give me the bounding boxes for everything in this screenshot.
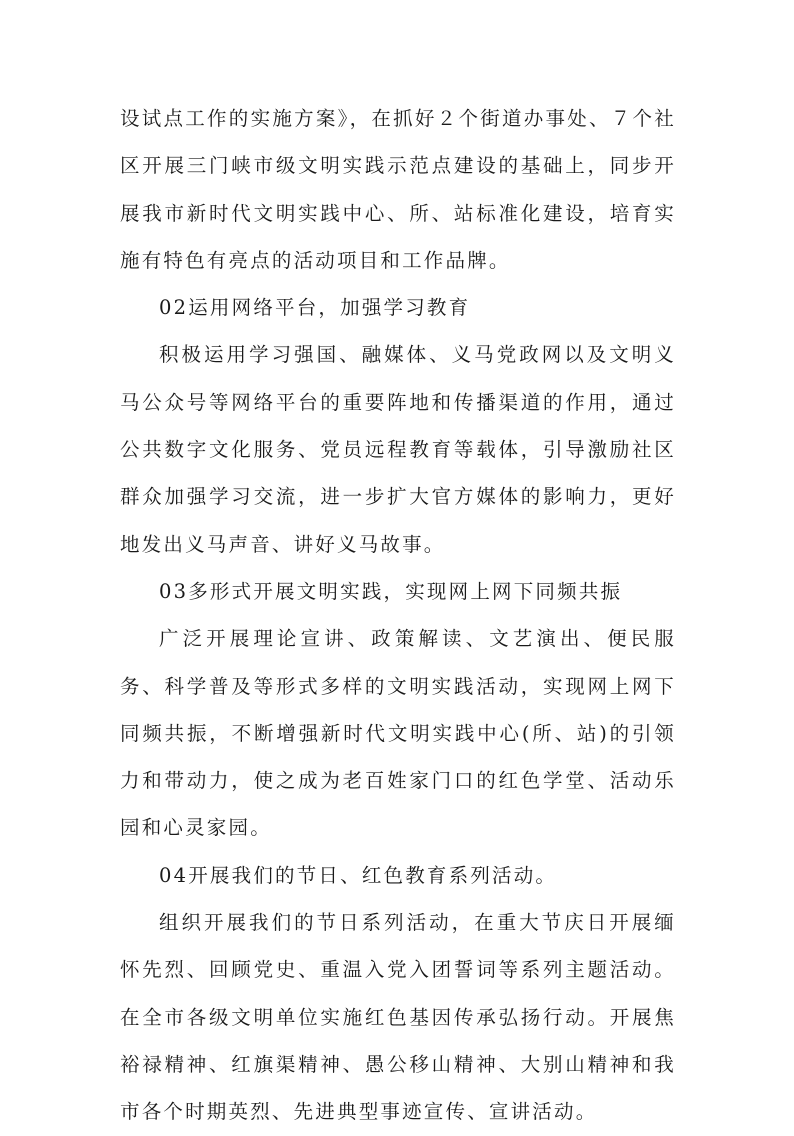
paragraph-civilization-practice: 广泛开展理论宣讲、政策解读、文艺演出、便民服务、科学普及等形式多样的文明实践活动，实现网上网下同频共振，不断增强新时代文明实践中心(所、站)的引领力和带动力，使之成为老百姓家门口的红色学堂、活动乐园和心灵家园。 [120, 627, 676, 840]
document-body [120, 95, 676, 1136]
section-heading-04: 04开展我们的节日、红色教育系列活动。 [159, 863, 558, 887]
section-heading-03: 03多形式开展文明实践，实现网上网下同频共振 [159, 579, 623, 603]
paragraph-network-platform: 积极运用学习强国、融媒体、义马党政网以及文明义马公众号等网络平台的重要阵地和传播渠道的作用，通过公共数字文化服务、党员远程教育等载体，引导激励社区群众加强学习交流，进一步扩大官方媒体的影响力，更好地发出义马声音、讲好义马故事。 [120, 343, 676, 556]
paragraph-festival-activities: 组织开展我们的节日系列活动，在重大节庆日开展缅怀先烈、回顾党史、重温入党入团誓词等系列主题活动。在全市各级文明单位实施红色基因传承弘扬行动。开展焦裕禄精神、红旗渠精神、愚公移山精神、大别山精神和我市各个时期英烈、先进典型事迹宣传、宣讲活动。 [120, 911, 676, 1124]
section-heading-02: 02运用网络平台，加强学习教育 [159, 296, 471, 320]
paragraph-implementation-plan: 设试点工作的实施方案》，在抓好２个街道办事处、７个社区开展三门峡市级文明实践示范点建设的基础上，同步开展我市新时代文明实践中心、所、站标准化建设，培育实施有特色有亮点的活动项目和工作品牌。 [120, 107, 676, 272]
